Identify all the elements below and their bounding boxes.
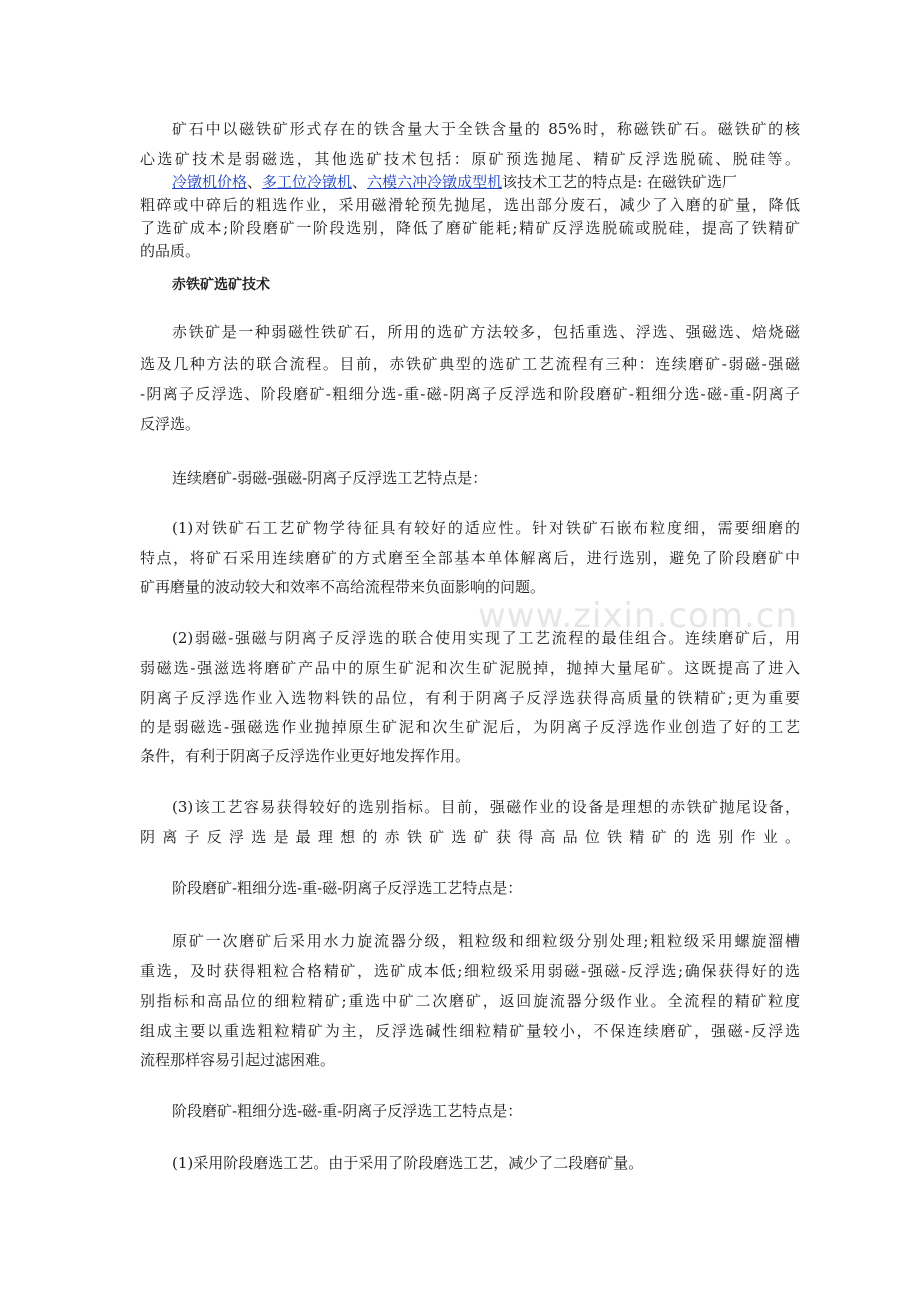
link-six-die-six-blow-machine[interactable]: 六模六冲冷镦成型机 [367,173,503,191]
paragraph-line: 粗碎或中碎后的粗选作业，采用磁滑轮预先抛尾，选出部分废石，减少了入磨的矿量，降低 [140,196,800,214]
paragraph-line: 矿石中以磁铁矿形式存在的铁含量大于全铁含量的 85%时，称磁铁矿石。磁铁矿的核 [172,120,800,138]
paragraph-line: (1)对铁矿石工艺矿物学待征具有较好的适应性。针对铁矿石嵌布粒度细，需要细磨的 [172,519,800,537]
paragraph-line: 重选，及时获得粗粒合格精矿，选矿成本低;细粒级采用弱磁-强磁-反浮选;确保获得好的选 [140,962,800,980]
paragraph-line: 选及几种方法的联合流程。目前，赤铁矿典型的选矿工艺流程有三种：连续磨矿-弱磁-强磁 [140,355,800,373]
paragraph-line: 了选矿成本;阶段磨矿一阶段选别，降低了磨矿能耗;精矿反浮选脱硫或脱硅，提高了铁精矿 [140,219,800,237]
paragraph-line: 的品质。 [140,242,201,260]
paragraph-line: 的是弱磁选-强磁选作业抛掉原生矿泥和次生矿泥后，为阴离子反浮选作业创造了好的工艺 [140,718,800,736]
paragraph-line: 心选矿技术是弱磁选，其他选矿技术包括：原矿预选抛尾、精矿反浮选脱硫、脱硅等。 [140,150,800,168]
watermark: www.zixin.com.cn [478,596,798,636]
paragraph-line: -阴离子反浮选、阶段磨矿-粗细分选-重-磁-阴离子反浮选和阶段磨矿-粗细分选-磁-重-阴离子 [140,385,800,403]
link-multi-station-cold-header[interactable]: 多工位冷镦机 [262,173,353,191]
paragraph-line: (1)采用阶段磨选工艺。由于采用了阶段磨选工艺，减少了二段磨矿量。 [172,1154,644,1172]
paragraph-line: 流程那样容易引起过滤困难。 [140,1051,336,1069]
paragraph-line: 阴离子反浮选是最理想的赤铁矿选矿获得高品位铁精矿的选别作业。 [140,828,800,846]
paragraph-line: 阴离子反浮选作业入选物料铁的品位，有利于阴离子反浮选获得高质量的铁精矿;更为重要 [140,689,800,707]
link-cold-heading-machine-price[interactable]: 冷镦机价格 [172,173,248,191]
link-separator: 、 [352,173,368,191]
paragraph-line: 阶段磨矿-粗细分选-磁-重-阴离子反浮选工艺特点是： [172,1102,523,1120]
paragraph-text: 该技术工艺的特点是: 在磁铁矿选厂 [502,173,737,191]
paragraph-line: 条件，有利于阴离子反浮选作业更好地发挥作用。 [140,747,471,765]
paragraph-line: 矿再磨量的波动较大和效率不高给流程带来负面影响的问题。 [140,578,546,596]
paragraph-line: 特点，将矿石采用连续磨矿的方式磨至全部基本单体解离后，进行选别，避免了阶段磨矿中 [140,549,800,567]
paragraph-line: 反浮选。 [140,415,201,433]
paragraph-line: 弱磁选-强滋选将磨矿产品中的原生矿泥和次生矿泥脱掉，抛掉大量尾矿。这既提高了进入 [140,659,800,677]
paragraph-line: 别指标和高品位的细粒精矿;重选中矿二次磨矿，返回旋流器分级作业。全流程的精矿粒度 [140,992,800,1010]
paragraph-line: 连续磨矿-弱磁-强磁-阴离子反浮选工艺特点是： [172,469,488,487]
paragraph-line: 阶段磨矿-粗细分选-重-磁-阴离子反浮选工艺特点是： [172,879,523,897]
link-separator: 、 [247,173,263,191]
paragraph-line: 组成主要以重选粗粒精矿为主，反浮选碱性细粒精矿量较小，不保连续磨矿，强磁-反浮选 [140,1022,800,1040]
paragraph-line: 赤铁矿是一种弱磁性铁矿石，所用的选矿方法较多，包括重选、浮选、强磁选、焙烧磁 [172,323,800,341]
paragraph-line: (2)弱磁-强磁与阴离子反浮选的联合使用实现了工艺流程的最佳组合。连续磨矿后，用 [172,629,800,647]
paragraph-line: 原矿一次磨矿后采用水力旋流器分级，粗粒级和细粒级分别处理;粗粒级采用螺旋溜槽 [172,932,800,950]
section-heading: 赤铁矿选矿技术 [172,277,270,293]
paragraph-line-with-links [172,171,737,193]
paragraph-line: (3)该工艺容易获得较好的选别指标。目前，强磁作业的设备是理想的赤铁矿抛尾设备， [172,798,800,816]
